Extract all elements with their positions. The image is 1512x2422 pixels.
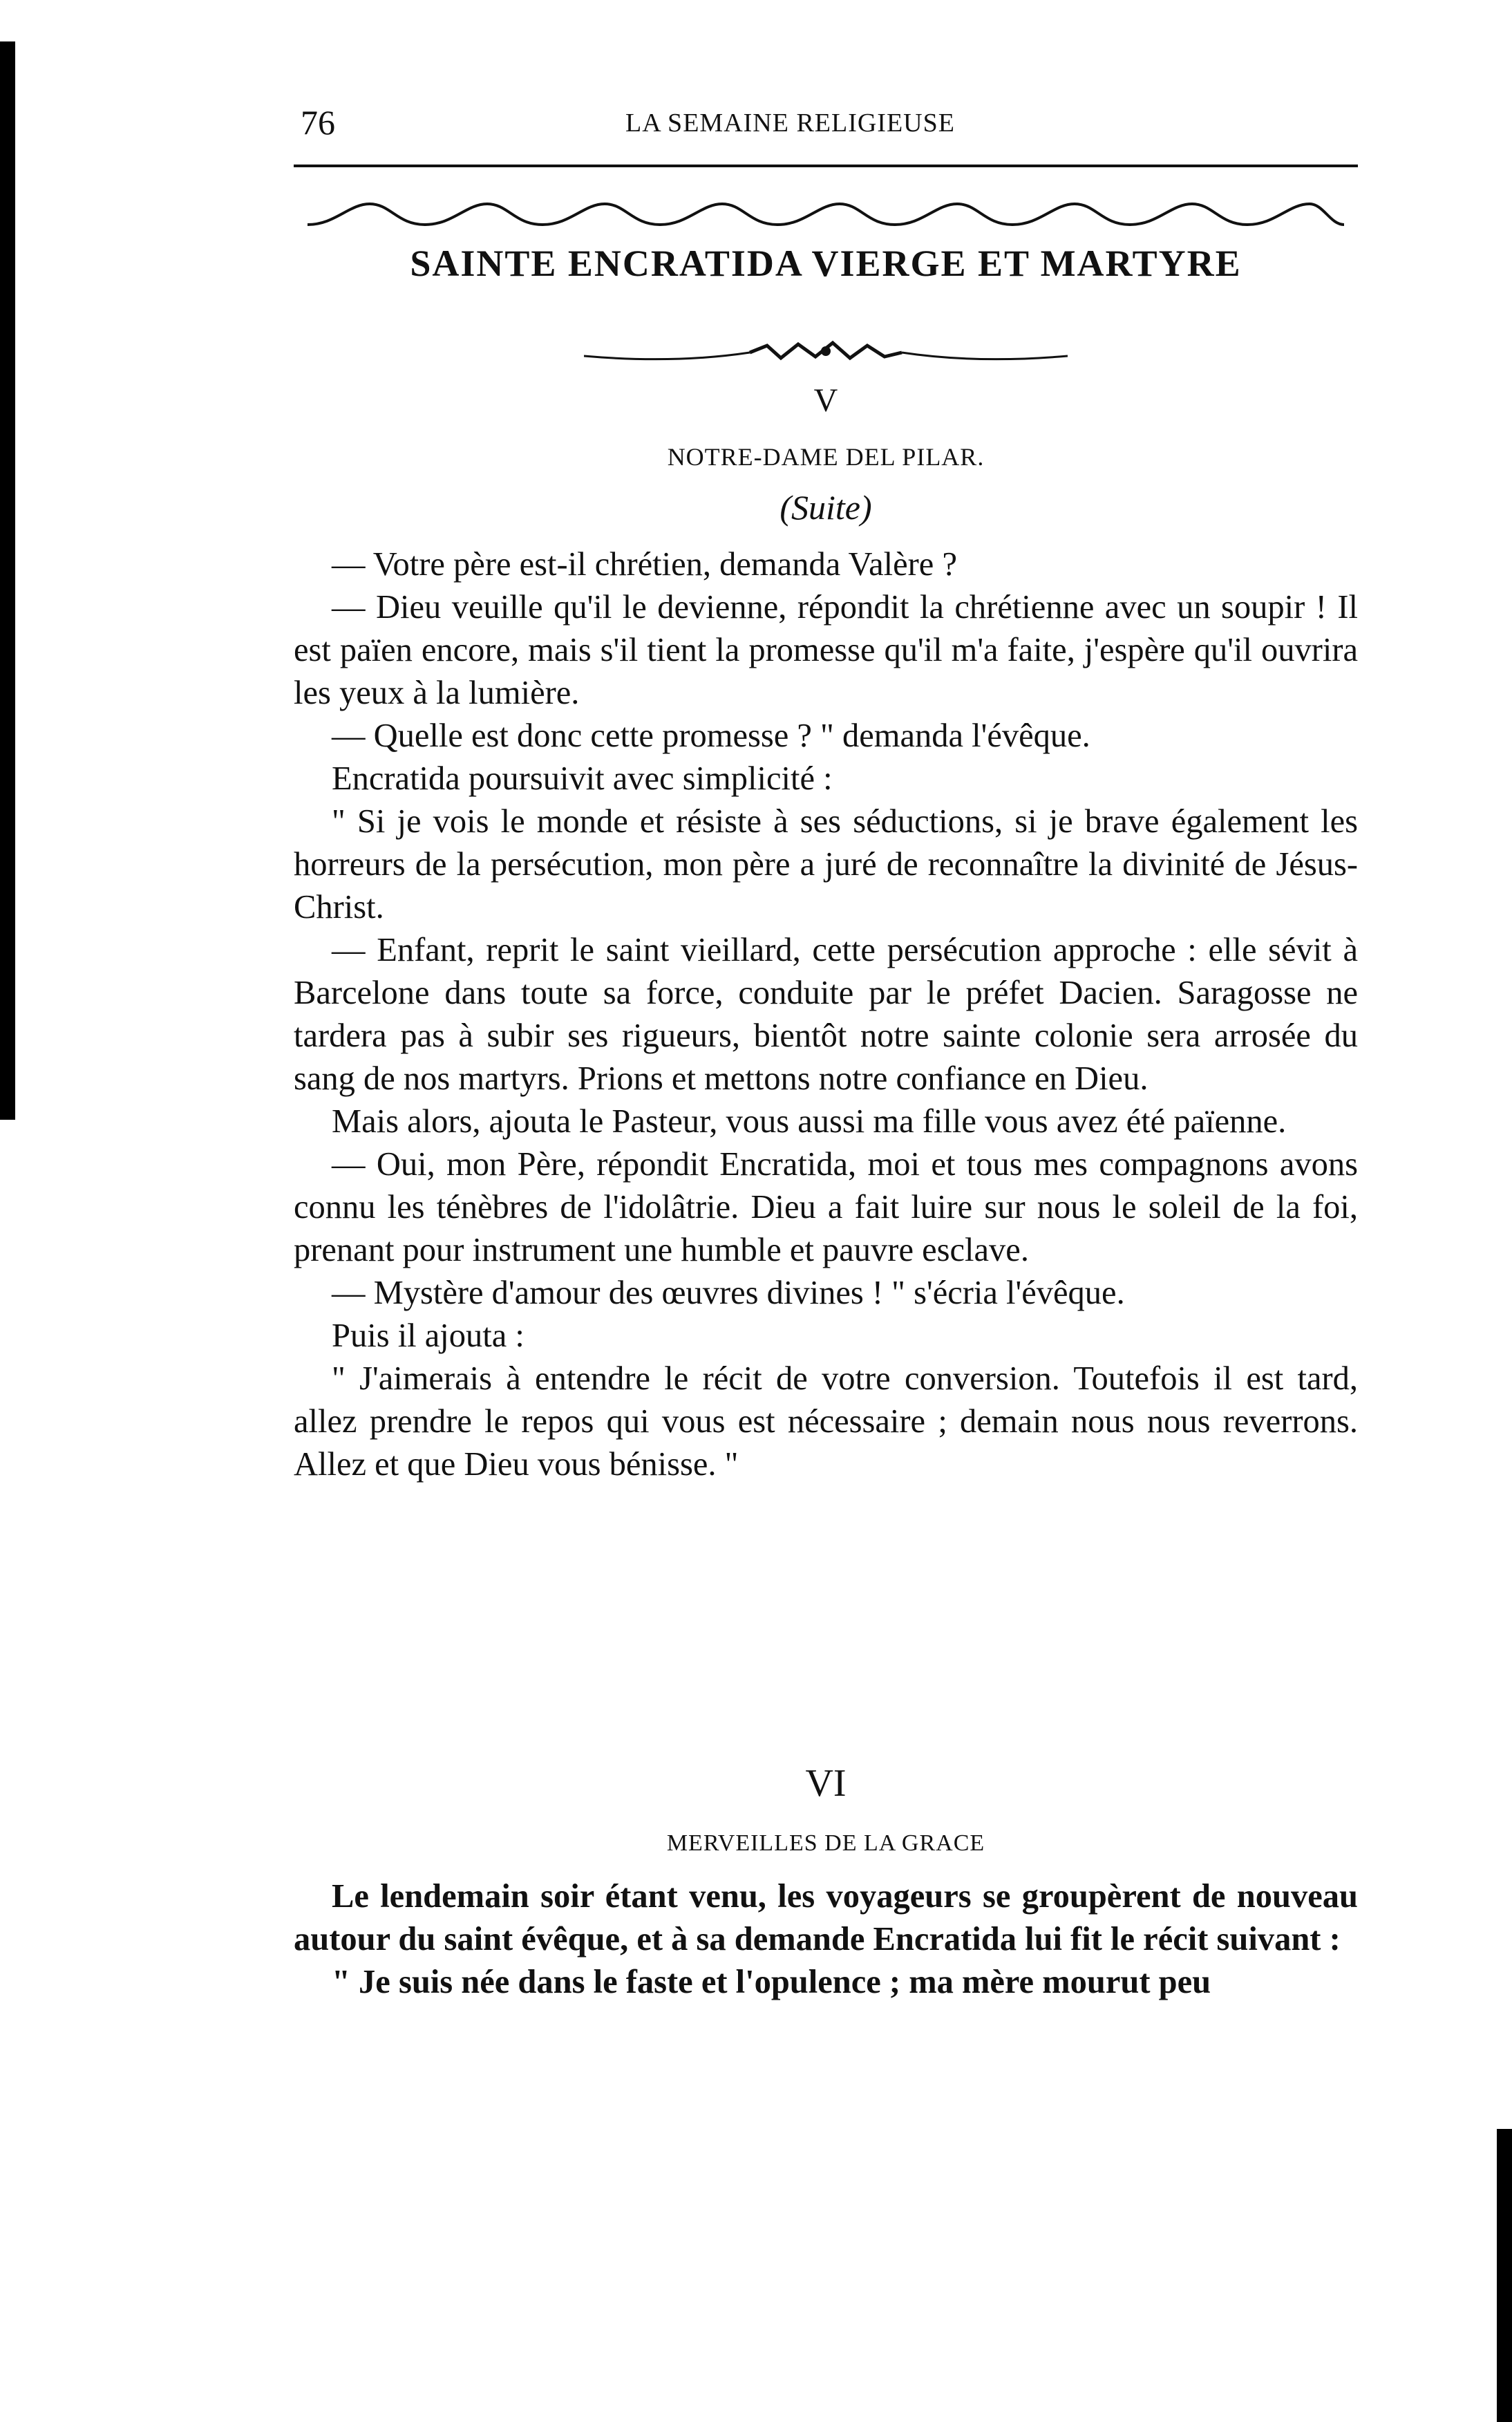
section-title-vi: MERVEILLES DE LA GRACE <box>666 1830 985 1856</box>
paragraph: Encratida poursuivit avec simplicité : <box>332 760 833 797</box>
section-v-text <box>294 543 1358 1486</box>
section-suite-label: (Suite) <box>779 488 872 527</box>
section-number-vi: VI <box>805 1762 847 1805</box>
header-rule <box>294 165 1358 167</box>
running-title: LA SEMAINE RELIGIEUSE <box>625 109 955 138</box>
scan-right-edge <box>1497 2129 1512 2422</box>
scan-left-edge <box>0 41 15 1120</box>
paragraph: " Si je vois le monde et résiste à ses séductions, si je brave également les horreurs de la persécution, mon père a juré de reconnaître la divinité de Jésus-Christ. <box>294 803 1358 926</box>
section-number-v: V <box>813 382 838 419</box>
paragraph: Le lendemain soir étant venu, les voyageurs se groupèrent de nouveau autour du saint évêque, et à sa demande Encratida lui fit le récit suivant : <box>294 1878 1358 1958</box>
paragraph: Puis il ajouta : <box>332 1317 525 1354</box>
section-vi-text <box>294 1875 1358 2004</box>
paragraph: " J'aimerais à entendre le récit de votre conversion. Toutefois il est tard, allez prendre le repos qui vous est nécessaire ; demain nous nous reverrons. Allez et que Dieu vous bénisse. " <box>294 1360 1358 1483</box>
decorative-border-ornament <box>308 197 1344 232</box>
paragraph: Mais alors, ajouta le Pasteur, vous aussi ma fille vous avez été païenne. <box>332 1103 1287 1140</box>
paragraph: " Je suis née dans le faste et l'opulence ; ma mère mourut peu <box>332 1964 1211 2000</box>
paragraph: — Dieu veuille qu'il le devienne, répondit la chrétienne avec un soupir ! Il est païen encore, mais s'il tient la promesse qu'il m'a faite, j'espère qu'il ouvrira les yeux à la lumière. <box>294 589 1358 711</box>
paragraph: — Enfant, reprit le saint vieillard, cette persécution approche : elle sévit à Barcelone dans toute sa force, conduite par le préfet Dacien. Saragosse ne tardera pas à subir ses rigueurs, bientôt notre sainte colonie sera arrosée du sang de nos martyrs. Prions et mettons notre confiance en Dieu. <box>294 932 1358 1097</box>
paragraph: — Mystère d'amour des œuvres divines ! " s'écria l'évêque. <box>332 1275 1125 1311</box>
paragraph: — Quelle est donc cette promesse ? " demanda l'évêque. <box>332 717 1090 754</box>
section-title-v: NOTRE-DAME DEL PILAR. <box>667 443 985 471</box>
running-head <box>294 97 1358 152</box>
article-title: SAINTE ENCRATIDA VIERGE ET MARTYRE <box>410 243 1242 284</box>
page-number: 76 <box>301 103 335 142</box>
paragraph: — Oui, mon Père, répondit Encratida, moi et tous mes compagnons avons connu les ténèbres de l'idolâtrie. Dieu a fait luire sur nous le soleil de la foi, prenant pour instrument une humble et pauvre esclave. <box>294 1146 1358 1268</box>
decorative-divider-ornament <box>584 332 1068 373</box>
paragraph: — Votre père est-il chrétien, demanda Valère ? <box>332 546 957 583</box>
